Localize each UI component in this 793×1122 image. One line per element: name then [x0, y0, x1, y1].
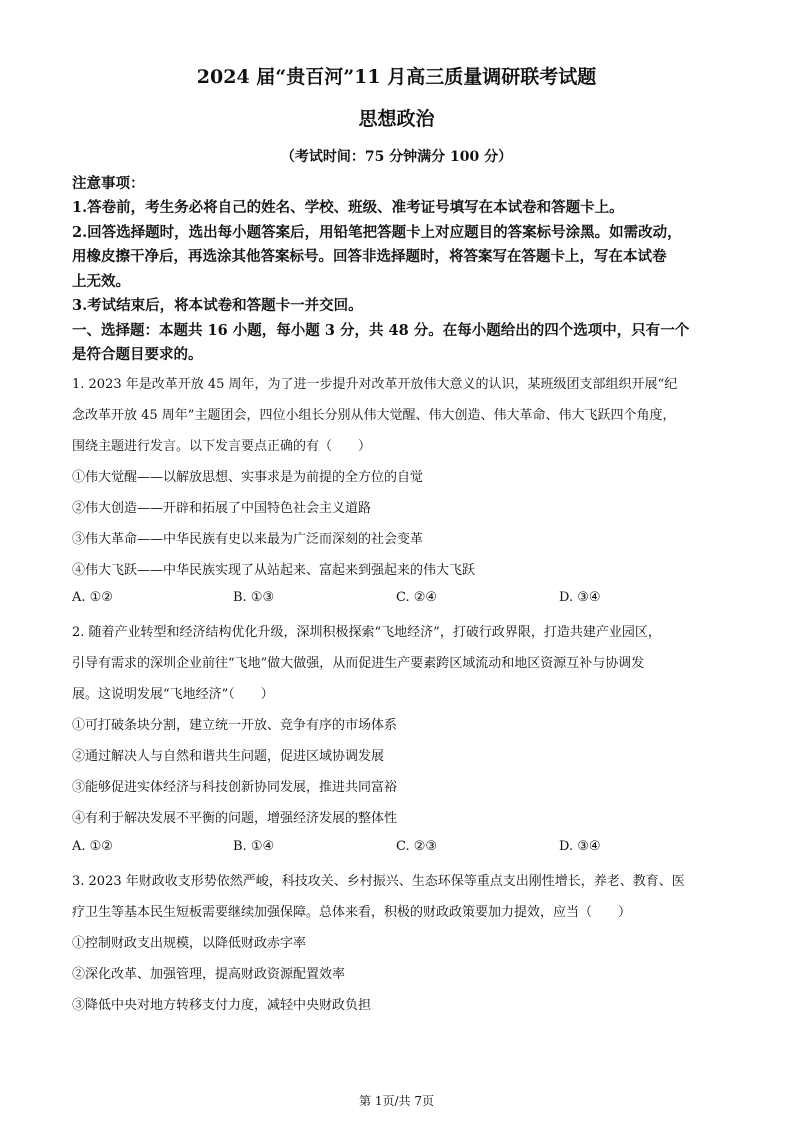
- q2-item-2: ②通过解决人与自然和谐共生问题，促进区域协调发展: [72, 749, 385, 764]
- q1-stem-line: 念改革开放 45 周年”主题团会，四位小组长分别从伟大觉醒、伟大创造、伟大革命、伟大飞跃四个角度，: [72, 408, 676, 423]
- exam-info: （考试时间：75 分钟满分 100 分）: [280, 149, 513, 165]
- q2-stem-line: 引导有需求的深圳企业前往“飞地”做大做强，从而促进生产要素跨区域流动和地区资源互补与协调发: [72, 656, 645, 671]
- q2-option-a: A. ①②: [72, 839, 113, 854]
- q1-option-a: A. ①②: [72, 590, 113, 605]
- q2-stem-line: 展。这说明发展“飞地经济”（ ）: [72, 687, 274, 702]
- q3-stem-line: 疗卫生等基本民生短板需要继续加强保障。总体来看，积极的财政政策要加力提效，应当（ ）: [72, 905, 632, 920]
- q1-item-4: ④伟大飞跃——中华民族实现了从站起来、富起来到强起来的伟大飞跃: [72, 563, 476, 578]
- notes-line: 上无效。: [72, 273, 130, 290]
- section-heading-cont: 是符合题目要求的。: [72, 346, 203, 363]
- q2-item-3: ③能够促进实体经济与科技创新协同发展，推进共同富裕: [72, 780, 398, 795]
- q1-option-d: D. ③④: [559, 590, 601, 605]
- section-heading: 一、选择题：本题共 16 小题，每小题 3 分，共 48 分。在每小题给出的四个选项中，只有一个: [72, 322, 690, 339]
- page-number: 第 1页/共 7页: [359, 1094, 434, 1108]
- q1-stem-line: 围绕主题进行发言。以下发言要点正确的有（ ）: [72, 439, 372, 454]
- q3-item-3: ③降低中央对地方转移支付力度，减轻中央财政负担: [72, 998, 372, 1013]
- q2-item-1: ①可打破条块分割，建立统一开放、竞争有序的市场体系: [72, 718, 398, 733]
- q3-item-2: ②深化改革、加强管理，提高财政资源配置效率: [72, 967, 346, 982]
- q2-option-c: C. ②③: [396, 839, 438, 854]
- q1-item-1: ①伟大觉醒——以解放思想、实事求是为前提的全方位的自觉: [72, 470, 424, 485]
- q2-option-b: B. ①④: [233, 839, 275, 854]
- q3-stem-line: 3. 2023 年财政收支形势依然严峻，科技攻关、乡村振兴、生态环保等重点支出刚性增长，养老、教育、医: [72, 874, 685, 889]
- q1-option-c: C. ②④: [396, 590, 438, 605]
- q2-stem-line: 2. 随着产业转型和经济结构优化升级，深圳积极探索“飞地经济”，打破行政界限，打造共建产业园区，: [72, 625, 661, 640]
- exam-title: 2024 届“贵百河”11 月高三质量调研联考试题: [196, 66, 597, 88]
- notes-line: 3.考试结束后，将本试卷和答题卡一并交回。: [72, 297, 363, 314]
- notes-line: 2.回答选择题时，选出每小题答案后，用铅笔把答题卡上对应题目的答案标号涂黑。如需改动，: [72, 224, 682, 241]
- notes-line: 用橡皮擦干净后，再选涂其他答案标号。回答非选择题时，将答案写在答题卡上，写在本试卷: [72, 248, 667, 265]
- subject-title: 思想政治: [358, 108, 435, 130]
- q3-item-1: ①控制财政支出规模，以降低财政赤字率: [72, 936, 307, 951]
- q1-item-3: ③伟大革命——中华民族有史以来最为广泛而深刻的社会变革: [72, 532, 424, 547]
- q1-stem-line: 1. 2023 年是改革开放 45 周年，为了进一步提升对改革开放伟大意义的认识，某班级团支部组织开展“纪: [72, 377, 678, 392]
- notes-line: 1.答卷前，考生务必将自己的姓名、学校、班级、准考证号填写在本试卷和答题卡上。: [72, 199, 624, 216]
- q2-option-d: D. ③④: [559, 839, 601, 854]
- q2-item-4: ④有利于解决发展不平衡的问题，增强经济发展的整体性: [72, 811, 398, 826]
- notes-heading: 注意事项：: [72, 175, 145, 192]
- q1-item-2: ②伟大创造——开辟和拓展了中国特色社会主义道路: [72, 501, 372, 516]
- q1-option-b: B. ①③: [233, 590, 275, 605]
